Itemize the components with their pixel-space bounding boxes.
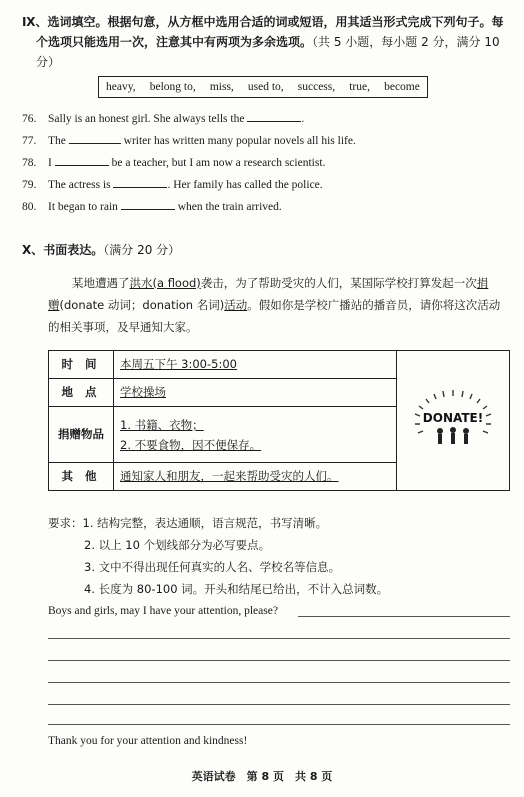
requirement-2: [84, 538, 270, 552]
question-number: 79.: [22, 179, 37, 191]
section-9-instructions: [22, 12, 504, 72]
question-text-before: The actress is: [48, 179, 111, 191]
items-value-line2: 2. 不要食物，因不便保存。: [120, 437, 262, 452]
question-text-before: It began to rain: [48, 201, 118, 213]
word-bank: [98, 76, 428, 98]
question-79: [22, 176, 323, 192]
requirement-text: 1. 结构完整，表达通顺，语言规范，书写清晰。: [82, 516, 328, 530]
writing-line[interactable]: [48, 682, 510, 683]
question-number: 76.: [22, 113, 37, 125]
question-text-after: when the train arrived.: [177, 201, 282, 213]
activity-info-table: [48, 350, 510, 491]
essay-opening-text: Boys and girls, may I have your attention, please?: [48, 605, 278, 617]
answer-blank[interactable]: [113, 176, 167, 188]
writing-line[interactable]: [298, 616, 510, 617]
items-label: 捐赠物品: [49, 407, 114, 463]
other-value-text: 通知家人和朋友，一起来帮助受灾的人们。: [120, 469, 339, 484]
time-value-text: 本周五下午 3:00-5:00: [120, 357, 237, 372]
items-value: [114, 407, 397, 463]
question-text-before: I: [48, 157, 52, 169]
question-number: 78.: [22, 157, 37, 169]
place-label: 地 点: [49, 379, 114, 407]
writing-prompt: [48, 272, 504, 338]
question-text-after: . Her family has called the police.: [167, 179, 323, 191]
essay-closing-text: Thank you for your attention and kindness!: [48, 735, 248, 747]
requirement-text: 2. 以上 10 个划线部分为必写要点。: [84, 538, 271, 552]
question-text-after: writer has written many popular novels all his life.: [123, 135, 356, 147]
question-78: [22, 154, 325, 170]
answer-blank[interactable]: [55, 154, 109, 166]
question-number: 77.: [22, 135, 37, 147]
answer-blank[interactable]: [121, 198, 175, 210]
essay-opening: [48, 604, 278, 618]
section-9-instruction-line1: 根据句意，从方框中选用合适的词或短语，用其适当形式完成下列句子。每: [107, 15, 504, 29]
prompt-key-term: 捐: [476, 276, 489, 290]
section-9-instruction-line2-rest: （共 5 小题，每小题 2 分，满分 10: [312, 35, 500, 49]
other-label: 其 他: [49, 463, 114, 491]
prompt-text: 。假如你是学校广播站的播音员，请你将这次活动: [247, 298, 501, 312]
section-9-title: 选词填空。: [47, 15, 108, 29]
requirement-text: 3. 文中不得出现任何真实的人名、学校名等信息。: [84, 560, 341, 574]
prompt-text: (donate 动词；donation 名词): [59, 298, 225, 312]
time-label: 时 间: [49, 351, 114, 379]
writing-line[interactable]: [48, 660, 510, 661]
prompt-key-term: 洪水(a flood): [129, 276, 201, 290]
writing-line[interactable]: [48, 638, 510, 639]
place-value-text: 学校操场: [120, 385, 166, 400]
prompt-text: 袭击，为了帮助受灾的人们，某国际学校打算发起一次: [200, 276, 477, 290]
section-10-title: 书面表达。: [43, 243, 104, 257]
requirement-1: [48, 516, 327, 530]
prompt-key-term: 活动: [224, 298, 248, 312]
prompt-text: 的相关事项，及早通知大家。: [48, 320, 198, 334]
question-77: [22, 132, 356, 148]
word-bank-item: belong to,: [149, 80, 196, 93]
donate-illustration: [403, 384, 503, 454]
section-10-heading: [22, 240, 504, 260]
requirement-3: [84, 560, 340, 574]
section-10-number: Ⅹ、: [22, 243, 44, 257]
section-9-instruction-line3: 分）: [36, 55, 61, 69]
other-value: [114, 463, 397, 491]
question-76: [22, 110, 304, 126]
section-9-instruction-line2-bold: 个选项只能选用一次，注意其中有两项为多余选项。: [36, 35, 313, 49]
time-value: [114, 351, 397, 379]
word-bank-item: heavy,: [106, 80, 136, 93]
question-text-after: be a teacher, but I am now a research scientist.: [111, 157, 326, 169]
question-text-after: .: [301, 113, 305, 125]
answer-blank[interactable]: [69, 132, 121, 144]
word-bank-item: become: [384, 80, 420, 93]
donate-image-cell: [397, 351, 510, 491]
prompt-key-term: 赠: [48, 298, 60, 312]
section-10-score: （满分 20 分）: [103, 243, 181, 257]
requirement-4: [84, 582, 388, 596]
writing-line[interactable]: [48, 724, 510, 725]
place-value: [114, 379, 397, 407]
requirement-text: 4. 长度为 80-100 词。开头和结尾已给出，不计入总词数。: [84, 582, 389, 596]
question-text-before: Sally is an honest girl. She always tells the: [48, 113, 245, 125]
items-value-line1: 1. 书籍、衣物；: [120, 417, 204, 432]
essay-closing: [48, 734, 247, 748]
section-9-number: Ⅸ、: [22, 15, 48, 29]
writing-line[interactable]: [48, 704, 510, 705]
word-bank-item: true,: [349, 80, 370, 93]
word-bank-item: used to,: [247, 80, 284, 93]
question-number: 80.: [22, 201, 37, 213]
page-footer: 英语试卷 第 8 页 共 8 页: [191, 770, 333, 783]
prompt-text: 某地遭遇了: [72, 276, 130, 290]
requirements-label: 要求：: [48, 516, 83, 530]
table-row: [49, 351, 510, 379]
question-80: [22, 198, 282, 214]
word-bank-item: miss,: [209, 80, 234, 93]
donate-text: DONATE!: [422, 410, 484, 425]
question-text-before: The: [48, 135, 66, 147]
answer-blank[interactable]: [247, 110, 301, 122]
word-bank-item: success,: [297, 80, 336, 93]
